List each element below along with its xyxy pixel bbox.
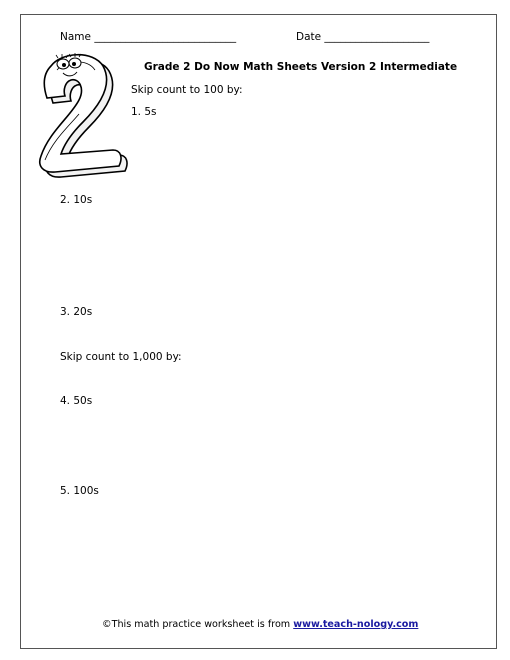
question-4: 4. 50s bbox=[60, 395, 93, 407]
worksheet-title: Grade 2 Do Now Math Sheets Version 2 Intermediate bbox=[144, 61, 458, 73]
section1-prompt: Skip count to 100 by: bbox=[131, 84, 243, 96]
question-3: 3. 20s bbox=[60, 306, 93, 318]
footer-credit bbox=[102, 619, 418, 630]
footer-text: ©This math practice worksheet is from bbox=[102, 619, 294, 630]
question-1: 1. 5s bbox=[131, 106, 157, 118]
question-2: 2. 10s bbox=[60, 194, 93, 206]
question-5: 5. 100s bbox=[60, 485, 99, 497]
section2-prompt: Skip count to 1,000 by: bbox=[60, 351, 182, 363]
teach-nology-link[interactable]: www.teach-nology.com bbox=[293, 619, 419, 630]
date-field-label: Date ____________________ bbox=[296, 31, 430, 43]
number-two-cartoon-illustration bbox=[23, 48, 133, 178]
name-field-label: Name ___________________________ bbox=[60, 31, 237, 43]
